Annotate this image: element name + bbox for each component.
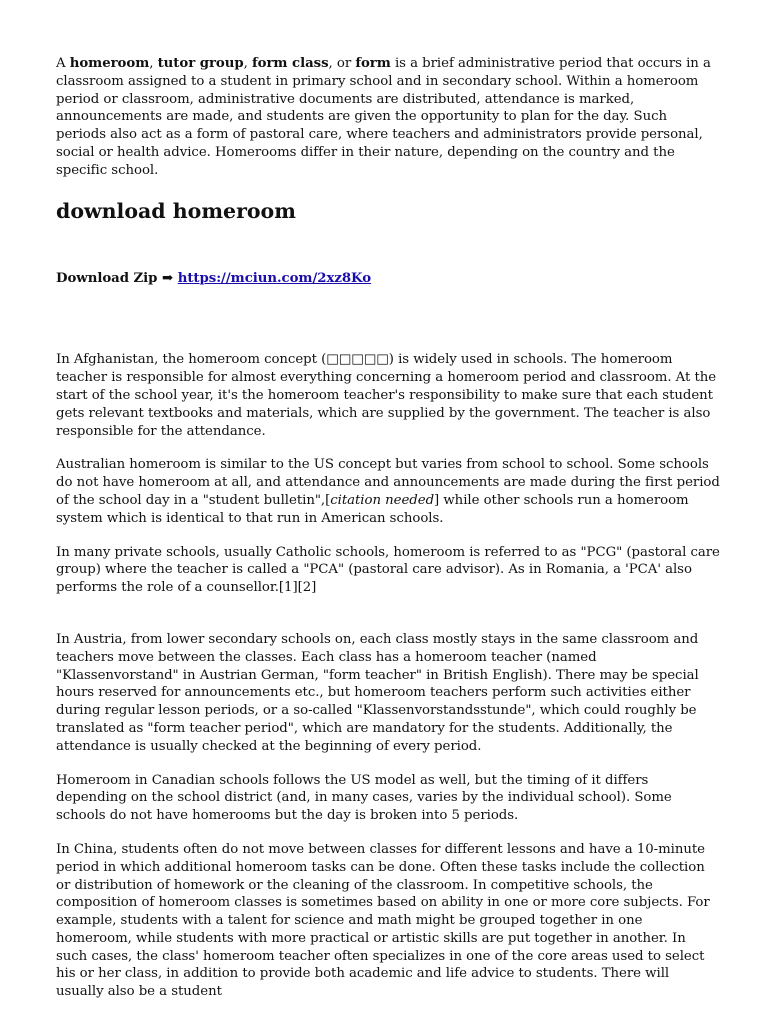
term-tutor-group: tutor group	[157, 56, 244, 71]
intro-text: ,	[243, 56, 252, 71]
australia-text: Australian homeroom is similar to the US concept but varies from school to school. Some schools do not have homeroom at all, and attendance and announcements are made during the first period of the school day in a "student bulletin",[	[56, 457, 720, 508]
term-form-class: form class	[251, 56, 329, 71]
intro-paragraph	[56, 55, 720, 180]
intro-text: A	[56, 56, 70, 71]
download-link[interactable]: https://mciun.com/2xz8Ko	[177, 270, 372, 286]
paragraph-private-schools: In many private schools, usually Catholic schools, homeroom is referred to as "PCG" (pastoral care group) where the teacher is called a "PCA" (pastoral care advisor). As in Romania, a 'PCA' also performs the role of a counsellor.[1][2]	[56, 544, 720, 596]
paragraph-austria: In Austria, from lower secondary schools on, each class mostly stays in the same classroom and teachers move between the classes. Each class has a homeroom teacher (named "Klassenvorstand" in Austrian German, "form teacher" in British English). There may be special hours reserved for announcements etc., but homeroom teachers perform such activities either during regular lesson periods, or a so-called "Klassenvorstandsstunde", which could roughly be translated as "form teacher period", which are mandatory for the students. Additionally, the attendance is usually checked at the beginning of every period.	[56, 631, 699, 754]
download-line	[56, 270, 720, 288]
intro-text: ,	[149, 56, 158, 71]
arrow-right-icon: ➡	[162, 270, 174, 286]
paragraph-australia	[56, 456, 720, 527]
australia-text: ] while other schools run a homeroom system which is identical to that run in American schools.	[56, 492, 689, 526]
document-page	[56, 55, 720, 1001]
citation-needed-note: citation needed	[330, 492, 435, 508]
paragraph-afghanistan: In Afghanistan, the homeroom concept (□□□□□) is widely used in schools. The homeroom teacher is responsible for almost everything concerning a homeroom period and classroom. At the start of the school year, it's the homeroom teacher's responsibility to make sure that each student gets relevant textbooks and materials, which are supplied by the government. The teacher is also responsible for the attendance.	[56, 352, 717, 439]
paragraph-china: In China, students often do not move between classes for different lessons and have a 10-minute period in which additional homeroom tasks can be done. Often these tasks include the collection or distribution of homework or the cleaning of the classroom. In competitive schools, the composition of homeroom classes is sometimes based on ability in one or more core subjects. For example, students with a talent for science and math might be grouped together in one homeroom, while students with more practical or artistic skills are put together in another. In such cases, the class' homeroom teacher often specializes in one of the core areas used to select his or her class, in addition to provide both academic and life advice to students. There will usually also be a student	[56, 841, 710, 1000]
intro-text: , or	[328, 56, 356, 71]
paragraph-canada: Homeroom in Canadian schools follows the US model as well, but the timing of it differs depending on the school district (and, in many cases, varies by the individual school). Some schools do not have homerooms but the day is broken into 5 periods.	[56, 772, 672, 824]
term-form: form	[355, 56, 391, 71]
term-homeroom: homeroom	[69, 56, 150, 71]
intro-text: is a brief administrative period that occurs in a classroom assigned to a student in primary school and in secondary school. Within a homeroom period or classroom, administrative documents are distributed, attendance is marked, announcements are made, and students are given the opportunity to plan for the day. Such periods also act as a form of pastoral care, where teachers and administrators provide personal, social or health advice. Homerooms differ in their nature, depending on the country and the specific school.	[56, 56, 711, 178]
download-label: Download Zip	[56, 270, 158, 286]
page-heading: download homeroom	[56, 198, 296, 223]
